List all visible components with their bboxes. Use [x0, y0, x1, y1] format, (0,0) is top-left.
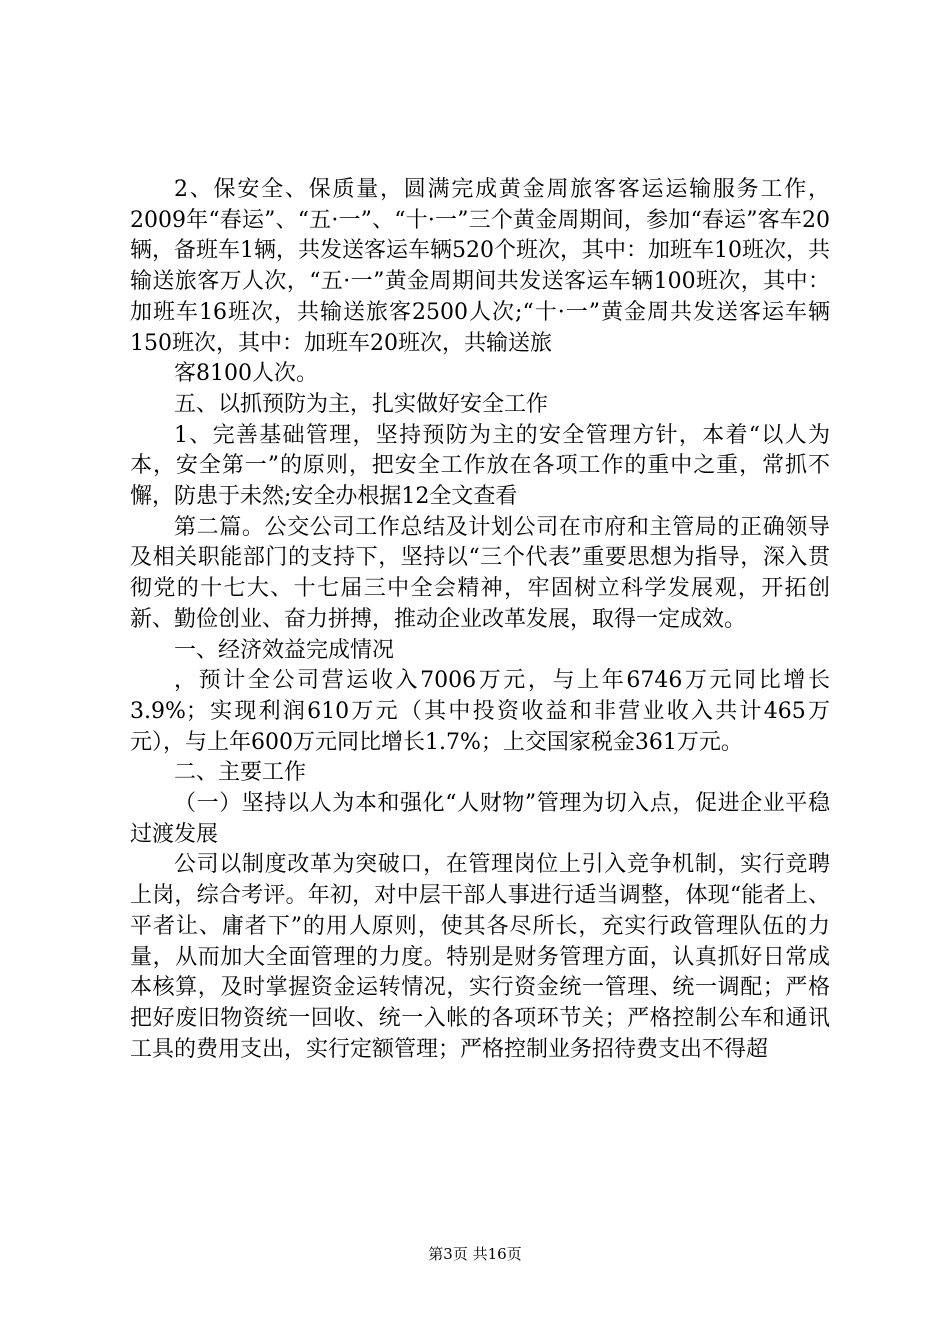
page-number-footer: 第3页 共16页: [428, 1245, 522, 1263]
section-heading-safety: 五、以抓预防为主，扎实做好安全工作: [174, 391, 549, 417]
paragraph-basic-management: 1、完善基础管理，坚持预防为主的安全管理方针，本着“以人为本，安全第一”的原则，把安全工作放在各项工作的重中之重，常抓不懈，防患于未然;安全办根据12全文查看: [130, 422, 830, 510]
paragraph-passenger-count: 客8100人次。: [174, 361, 318, 387]
section-heading-economic: 一、经济效益完成情况: [174, 637, 395, 663]
paragraph-golden-week: 2、保安全、保质量，圆满完成黄金周旅客客运运输服务工作，2009年“春运”、“五·一”、“十·一”三个黄金周期间，参加“春运”客车20辆，备班车1辆，共发送客运车辆520个班次，其中：加班车10班次，共输送旅客万人次，“五·一”黄金周期间共发送客运车辆100班次，其中：加班车16班次，共输送旅客2500人次;“十·一”黄金周共发送客运车辆150班次，其中：加班车20班次，共输送旅: [130, 177, 830, 356]
paragraph-revenue: ，预计全公司营运收入7006万元，与上年6746万元同比增长3.9%；实现利润610万元（其中投资收益和非营业收入共计465万元），与上年600万元同比增长1.7%；上交国家税金361万元。: [130, 668, 830, 755]
body-text: [130, 175, 830, 1065]
paragraph-reform: 公司以制度改革为突破口，在管理岗位上引入竞争机制，实行竞聘上岗，综合考评。年初，对中层干部人事进行适当调整，体现“能者上、平者让、庸者下”的用人原则，使其各尽所长，充实行政管理队伍的力量，从而加大全面管理的力度。特别是财务管理方面，认真抓好日常成本核算，及时掌握资金运转情况，实行资金统一管理、统一调配；严格把好废旧物资统一回收、统一入帐的各项环节关；严格控制公车和通讯工具的费用支出，实行定额管理；严格控制业务招待费支出不得超: [130, 852, 830, 1062]
section-heading-main-work: 二、主要工作: [174, 760, 307, 786]
paragraph-second-article: 第二篇。公交公司工作总结及计划公司在市府和主管局的正确领导及相关职能部门的支持下，坚持以“三个代表”重要思想为指导，深入贯彻党的十七大、十七届三中全会精神，牢固树立科学发展观，开拓创新、勤俭创业、奋力拼搏，推动企业改革发展，取得一定成效。: [130, 514, 830, 632]
subsection-heading-people: （一）坚持以人为本和强化“人财物”管理为切入点，促进企业平稳过渡发展: [130, 791, 830, 847]
